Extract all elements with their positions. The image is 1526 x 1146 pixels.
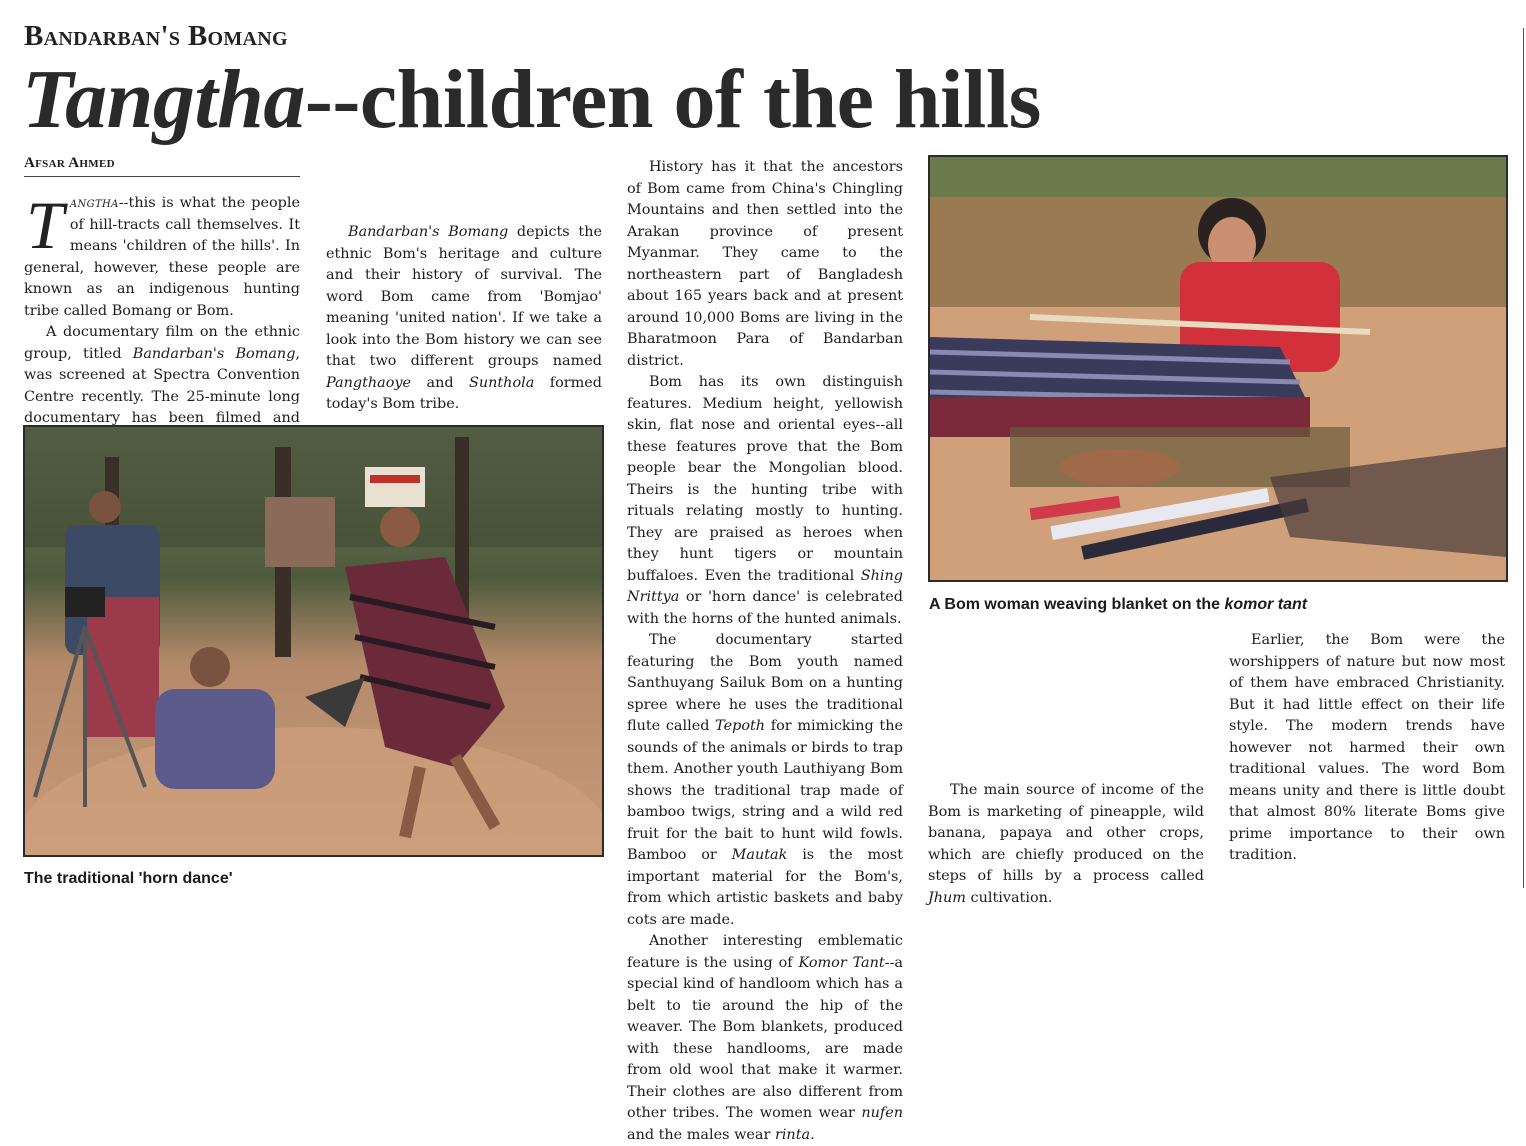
text-run: . bbox=[810, 1126, 815, 1143]
drop-cap: T bbox=[26, 187, 64, 263]
text-run: or 'horn dance' is celebrated with the horns of the hunted animals. bbox=[627, 589, 903, 627]
horn-dance-photo bbox=[23, 425, 604, 857]
column-4 bbox=[928, 630, 1204, 909]
text-run: is the most important material for the Bom's, from which artistic baskets and baby cots are made. bbox=[627, 847, 903, 928]
paragraph-1 bbox=[24, 187, 300, 322]
film-title: Bandarban's Bomang bbox=[132, 345, 296, 362]
weaving-caption bbox=[929, 596, 1307, 614]
caption-text: A Bom woman weaving blanket on the bbox=[929, 596, 1225, 613]
paragraph-8 bbox=[928, 780, 1204, 909]
clothing-name: rinta bbox=[774, 1126, 811, 1143]
weaving-photo bbox=[928, 155, 1508, 582]
headline bbox=[22, 52, 1041, 148]
text-run: The documentary started featuring the Bom youth named Santhuyang Sailuk Bom on a hunting spree where he uses the traditional flute called bbox=[627, 632, 903, 734]
text-run: , was screened at Spectra Convention Centre recently. The 25-minute long documentary has been filmed and bbox=[24, 345, 300, 426]
text-run: for mimicking the sounds of the animals or birds to trap them. Another youth Lauthiyang Bom shows the traditional trap made of bamboo twigs, string and a wild red fruit for the bait to hunt wild fowls. Bamboo or bbox=[627, 718, 903, 863]
weaving-image bbox=[930, 157, 1506, 580]
text-run: A documentary film on the ethnic group, titled bbox=[24, 324, 300, 362]
headline-rest: --children of the hills bbox=[304, 53, 1041, 146]
paragraph-7 bbox=[627, 931, 903, 1146]
loom-name: Komor Tant bbox=[798, 954, 885, 971]
text-run: formed today's Bom tribe. bbox=[326, 374, 602, 412]
paragraph-5 bbox=[627, 372, 903, 630]
group-name: Pangthaoye bbox=[326, 374, 412, 391]
film-title: Bandarban's Bomang bbox=[348, 224, 509, 240]
section-kicker: Bandarban's Bomang bbox=[24, 20, 288, 52]
text-run: Bom has its own distinguish features. Medium height, yellowish skin, flat nose and oriental eyes--all these features prove that the Bom people bear the Mongolian blood. Theirs is the hunting tribe with rituals relating mostly to hunting. They are praised as heroes when they hunt tigers or mountain buffaloes. Even the traditional bbox=[627, 374, 903, 584]
right-edge-rule bbox=[1523, 28, 1524, 888]
group-name: Sunthola bbox=[469, 374, 535, 391]
horn-dance-image bbox=[25, 427, 602, 855]
text-run: and bbox=[411, 374, 469, 391]
paragraph-3 bbox=[326, 222, 602, 416]
paragraph-1-text: --this is what the people of hill-tracts call themselves. It means 'children of the hills'. In general, however, these people are known as an indigenous hunting tribe called Bomang or Bom. bbox=[24, 195, 300, 319]
text-run: The main source of income of the Bom is marketing of pineapple, wild banana, papaya and other crops, which are chiefly produced on the steps of hills by a process called bbox=[928, 782, 1204, 884]
text-run: --a special kind of handloom which has a belt to tie around the hip of the weaver. The Bom blankets, produced with these handlooms, are made from old wool that make it warmer. Their clothes are also different from other tribes. The women wear bbox=[627, 954, 903, 1121]
caption-italic: komor tant bbox=[1224, 596, 1308, 613]
flute-name: Tepoth bbox=[715, 718, 766, 734]
lead-in: angtha bbox=[69, 195, 119, 211]
text-run: and the males wear bbox=[627, 1126, 775, 1143]
clothing-name: nufen bbox=[861, 1105, 903, 1121]
horn-dance-caption: The traditional 'horn dance' bbox=[24, 870, 233, 887]
paragraph-4: History has it that the ancestors of Bom came from China's Chingling Mountains and then settled into the Arakan province of present Myanmar. They came to the northeastern part of Bangladesh about 165 years back and at present around 10,000 Boms are living in the Bharatmoon Para of Bandarban district. bbox=[627, 159, 903, 369]
text-run: Another interesting emblematic feature is the using of bbox=[627, 933, 903, 971]
dance-name: Shing Nrittya bbox=[627, 567, 903, 605]
column-2 bbox=[326, 157, 602, 416]
byline: Afsar Ahmed bbox=[24, 155, 300, 177]
bamboo-name: Mautak bbox=[731, 847, 788, 863]
text-run: depicts the ethnic Bom's heritage and culture and their history of survival. The word Bom came from 'Bomjao' meaning 'united nation'. If we take a look into the Bom history we can see that two different groups named bbox=[326, 224, 602, 369]
paragraph-6 bbox=[627, 630, 903, 931]
text-run: cultivation. bbox=[965, 889, 1053, 906]
column-3 bbox=[627, 157, 903, 1146]
headline-italic: Tangtha bbox=[22, 53, 305, 146]
column-5 bbox=[1229, 630, 1505, 867]
cultivation-name: Jhum bbox=[928, 889, 966, 906]
paragraph-9: Earlier, the Bom were the worshippers of nature but now most of them have embraced Christianity. But it had little effect on their life style. The modern trends have however not harmed their own traditional values. The word Bom means unity and there is little doubt that almost 80% literate Boms give prime importance to their own tradition. bbox=[1229, 632, 1505, 863]
